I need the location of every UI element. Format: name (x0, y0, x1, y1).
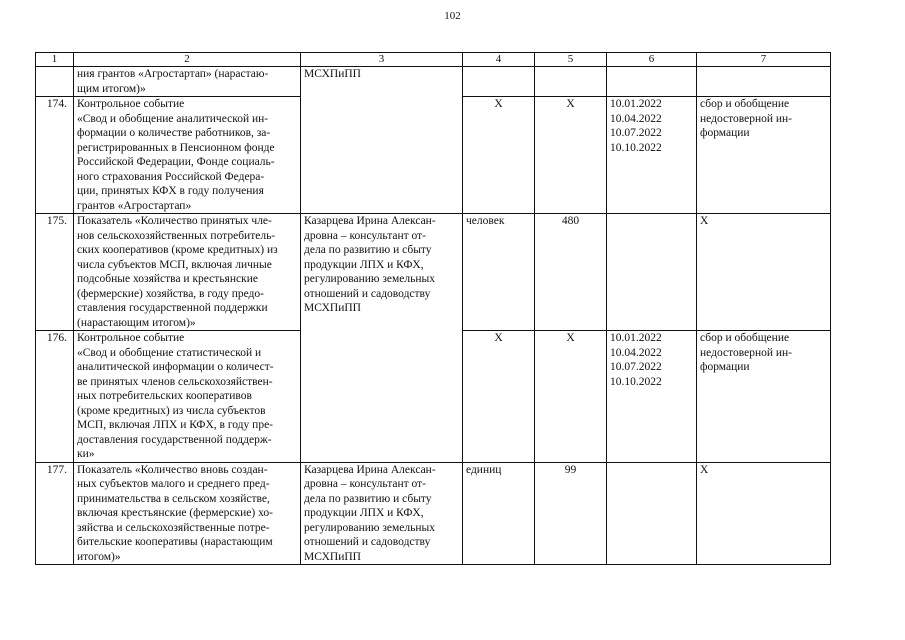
header-col-6: 6 (607, 53, 697, 67)
desc-line: итогом)» (77, 550, 121, 563)
desc-line: ции, принятых КФХ в году получения (77, 185, 264, 197)
note-line: недостоверной ин- (700, 112, 793, 125)
resp-line: МСХПиПП (304, 550, 361, 563)
plan-table (35, 52, 831, 565)
row-note (697, 97, 831, 214)
date-line: 10.04.2022 (610, 112, 662, 125)
table-row-continuation (36, 67, 831, 97)
row-description (74, 214, 301, 331)
desc-line: аналитической информации о количест- (77, 361, 274, 373)
desc-line: грантов «Агростартап» (77, 199, 192, 212)
row-unit: Х (463, 97, 535, 214)
row-responsible (301, 214, 463, 463)
date-line: 10.10.2022 (610, 141, 662, 154)
desc-line: «Свод и обобщение статистической и (77, 346, 262, 359)
resp-line: Казарцева Ирина Алексан- (304, 463, 436, 476)
note-line: недостоверной ин- (700, 346, 793, 359)
page-number: 102 (444, 10, 461, 22)
table-row-175 (36, 214, 831, 331)
row-responsible (301, 462, 463, 565)
date-line: 10.01.2022 (610, 98, 662, 110)
date-line: 10.04.2022 (610, 346, 662, 359)
desc-line: ских кооперативов (кроме кредитных) из (77, 244, 278, 256)
desc-line: числа субъектов МСП, включая личные (77, 258, 272, 271)
desc-line: (фермерские) хозяйства, в году предо- (77, 287, 264, 300)
row-dates (607, 67, 697, 97)
resp-line: дела по развитию и сбыту (304, 492, 432, 505)
desc-line: принимательства в сельском хозяйстве, (77, 492, 270, 505)
header-col-7: 7 (697, 53, 831, 67)
desc-line: ве принятых членов сельскохозяйствен- (77, 375, 273, 388)
desc-line: щим итогом)» (77, 82, 146, 95)
row-number (36, 67, 74, 97)
row-note: Х (697, 462, 831, 565)
note-line: сбор и обобщение (700, 98, 790, 110)
row-number: 177. (36, 462, 74, 565)
desc-line: ного страхования Российской Федера- (77, 170, 265, 183)
note-line: формации (700, 127, 750, 139)
resp-line: продукции ЛПХ и КФХ, (304, 258, 424, 271)
date-line: 10.10.2022 (610, 375, 662, 388)
desc-line: регистрированных в Пенсионном фонде (77, 141, 275, 154)
row-value: Х (535, 97, 607, 214)
desc-line: бительские кооперативы (нарастающим (77, 536, 273, 548)
resp-line: отношений и садоводству (304, 287, 431, 300)
resp-line: отношений и садоводству (304, 536, 431, 548)
row-value: 480 (535, 214, 607, 331)
row-number: 176. (36, 331, 74, 463)
desc-line: МСП, включая ЛПХ и КФХ, в году пре- (77, 419, 273, 431)
resp-line: дровна – консультант от- (304, 478, 426, 490)
resp-line: дровна – консультант от- (304, 229, 426, 242)
resp-line: регулированию земельных (304, 273, 436, 285)
row-dates (607, 97, 697, 214)
row-number: 174. (36, 97, 74, 214)
row-description (74, 97, 301, 214)
row-value: Х (535, 331, 607, 463)
desc-line: (нарастающим итогом)» (77, 316, 196, 329)
row-dates (607, 331, 697, 463)
desc-line: Показатель «Количество вновь создан- (77, 463, 268, 476)
table-row-177 (36, 462, 831, 565)
desc-line: ния грантов «Агростартап» (нарастаю- (77, 68, 269, 80)
resp-line: продукции ЛПХ и КФХ, (304, 507, 424, 519)
note-line: сбор и обобщение (700, 332, 790, 344)
row-description (74, 67, 301, 97)
row-unit (463, 67, 535, 97)
resp-line: МСХПиПП (304, 302, 361, 314)
desc-line: Показатель «Количество принятых чле- (77, 215, 272, 227)
row-responsible (301, 67, 463, 214)
desc-line: Российской Федерации, Фонде социаль- (77, 156, 275, 168)
row-note: Х (697, 214, 831, 331)
resp-line: Казарцева Ирина Алексан- (304, 215, 436, 227)
header-col-5: 5 (535, 53, 607, 67)
row-number: 175. (36, 214, 74, 331)
desc-line: Контрольное событие (77, 332, 185, 344)
desc-line: (кроме кредитных) из числа субъектов (77, 404, 266, 417)
desc-line: нов сельскохозяйственных потребитель- (77, 229, 276, 242)
desc-line: включая крестьянские (фермерские) хо- (77, 507, 273, 519)
desc-line: ных потребительских кооперативов (77, 390, 252, 402)
row-description (74, 331, 301, 463)
header-row (36, 53, 831, 67)
date-line: 10.07.2022 (610, 361, 662, 373)
header-col-4: 4 (463, 53, 535, 67)
row-unit: единиц (463, 462, 535, 565)
row-unit: Х (463, 331, 535, 463)
row-unit: человек (463, 214, 535, 331)
desc-line: зяйства и сельскохозяйственные потре- (77, 521, 270, 534)
desc-line: формации о количестве работников, за- (77, 127, 271, 139)
resp-line: дела по развитию и сбыту (304, 244, 432, 256)
desc-line: доставления государственной поддерж- (77, 433, 272, 446)
row-description (74, 462, 301, 565)
row-dates (607, 462, 697, 565)
header-col-1: 1 (36, 53, 74, 67)
desc-line: Контрольное событие (77, 98, 185, 110)
desc-line: «Свод и обобщение аналитической ин- (77, 112, 269, 125)
row-value (535, 67, 607, 97)
row-note (697, 67, 831, 97)
header-col-3: 3 (301, 53, 463, 67)
row-dates (607, 214, 697, 331)
desc-line: подсобные хозяйства и крестьянские (77, 273, 258, 285)
header-col-2: 2 (74, 53, 301, 67)
desc-line: ных субъектов малого и среднего пред- (77, 478, 270, 490)
desc-line: ки» (77, 448, 95, 460)
row-note (697, 331, 831, 463)
row-value: 99 (535, 462, 607, 565)
note-line: формации (700, 361, 750, 373)
desc-line: ставления государственной поддержки (77, 302, 268, 314)
resp-line: регулированию земельных (304, 521, 436, 534)
date-line: 10.01.2022 (610, 332, 662, 344)
resp-line: МСХПиПП (304, 68, 361, 80)
date-line: 10.07.2022 (610, 127, 662, 139)
